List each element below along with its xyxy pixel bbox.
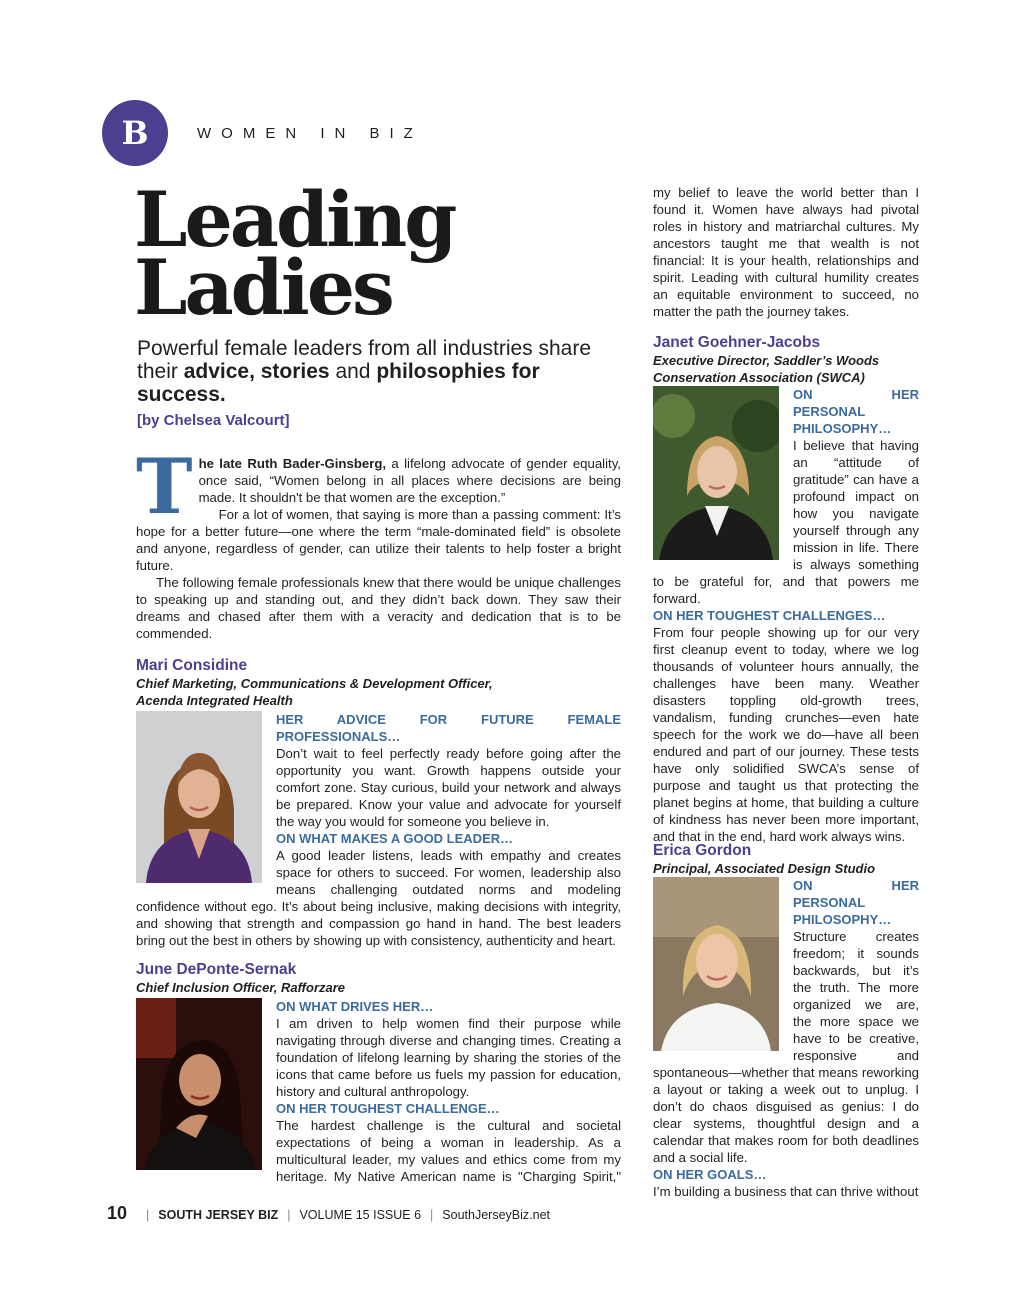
- footer-divider: |: [146, 1208, 150, 1222]
- page-footer: [107, 1203, 550, 1224]
- intro-lead: he late Ruth Bader-Ginsberg,: [198, 456, 387, 471]
- website-url: SouthJerseyBiz.net: [442, 1208, 550, 1222]
- photo-mari: [136, 711, 262, 883]
- profile-role-line-2: Conservation Association (SWCA): [653, 370, 865, 385]
- profile-name: June DePonte-Sernak: [136, 961, 297, 978]
- deck-text-1: Powerful female leaders from all industries share their: [137, 337, 592, 383]
- answer-text: Don’t wait to feel perfectly ready before going after the opportunity you want. Growth happens outside your comfort zone. Stay curious, build your network and always be prepared. Know your value and advocate for yourself the way you would for someone you believe in.: [276, 746, 621, 829]
- answer-text: From four people showing up for our very first cleanup event to today, where we log thousands of volunteer hours annually, the challenges have been many. Weather disasters toppling old-growth trees, vandalism, funding crunches—even hate speech for the work we do—have all been endured and part of our journey. These tests have only solidified SWCA’s sense of purpose and taught us that protecting the planet begins at home, that building a culture of kindness has never been more important, and that in the end, hard work always wins.: [653, 625, 919, 844]
- deck-bold-1: advice, stories: [183, 360, 330, 383]
- question-heading: ON HER TOUGHEST CHALLENGES…: [653, 608, 886, 623]
- answer-text: I’m building a business that can thrive without: [653, 1184, 919, 1199]
- profile-role-line-2: Acenda Integrated Health: [136, 693, 293, 708]
- answer-text: A good leader listens, leads with empathy and creates space for others to succeed. For women, leadership also means challenging outdated norms and modeling confidence without ego. It’s about being inclusive, making decisions with integrity, and showing that strength and compassion go hand in hand. The best leaders bring out the best in others by showing up with consistency, authenticity and heart.: [136, 848, 621, 948]
- profile-june: [136, 961, 621, 1185]
- magazine-name: SOUTH JERSEY BIZ: [158, 1208, 279, 1222]
- footer-divider: |: [430, 1208, 434, 1222]
- profile-role: Chief Inclusion Officer, Rafforzare: [136, 980, 346, 995]
- question-heading: ON WHAT DRIVES HER…: [276, 999, 434, 1014]
- issue-info: VOLUME 15 ISSUE 6: [299, 1208, 422, 1222]
- photo-june: [136, 998, 262, 1170]
- deck-text-2: and: [329, 360, 377, 383]
- intro-paragraph-1: [136, 442, 621, 531]
- question-heading: ON HER TOUGHEST CHALLENGE…: [276, 1101, 500, 1116]
- headline: [134, 175, 455, 332]
- section-title: WOMEN IN BIZ: [197, 125, 423, 142]
- portrait-image: [136, 711, 262, 883]
- deck: [137, 337, 617, 406]
- profile-role: Principal, Associated Design Studio: [653, 861, 876, 876]
- answer-text: I am driven to help women find their purpose while navigating through diverse and changing times. Creating a foundation of lifelong learning by sharing the stories of the icons that came before us fuels my passion for education, history and cultural anthropology.: [276, 1016, 621, 1099]
- intro-p1: a lifelong advocate of gender equality, once said, “Women belong in all places where decisions are being made. It shouldn't be that women are the exception.”: [198, 456, 621, 505]
- profile-role: Chief Marketing, Communications & Development Officer,: [136, 676, 493, 691]
- headline-line-2: Ladies: [134, 243, 392, 332]
- photo-erica: [653, 877, 779, 1051]
- answer-text: The hardest challenge is the cultural and societal expectations of being a woman in leadership. As a multicultural leader, my values and ethics come from my heritage. My Native American name is "Charging Spirit,": [276, 1118, 621, 1184]
- profile-name: Erica Gordon: [653, 842, 752, 859]
- profile-name: Mari Considine: [136, 657, 248, 674]
- portrait-image: [653, 877, 779, 1051]
- profile-janet: [653, 334, 919, 845]
- question-heading: ON HER PERSONAL PHILOSOPHY…: [793, 878, 919, 927]
- question-heading: ON WHAT MAKES A GOOD LEADER…: [276, 831, 514, 846]
- profile-mari: [136, 657, 621, 949]
- profile-name: Janet Goehner-Jacobs: [653, 334, 821, 351]
- byline: [by Chelsea Valcourt]: [137, 412, 290, 429]
- section-badge: B: [102, 100, 168, 166]
- intro: [136, 442, 621, 642]
- footer-divider: |: [287, 1208, 291, 1222]
- answer-text: I believe that having an “attitude of gratitude” can have a profound impact on how you navigate yourself through any mission in life. There is always something to be grateful for, and that powers me forward.: [653, 438, 919, 606]
- question-heading: ON HER PERSONAL PHILOSOPHY…: [793, 387, 919, 436]
- intro-paragraph-3: The following female professionals knew that there would be unique challenges to speaking up and standing out, and they didn’t back down. They saw their dreams and chased after them with a veracity and dedication that is to be commended.: [136, 575, 621, 641]
- profile-role: Executive Director, Saddler’s Woods: [653, 353, 880, 368]
- portrait-image: [136, 998, 262, 1170]
- question-heading: ON HER GOALS…: [653, 1167, 767, 1182]
- answer-text-continued: my belief to leave the world better than I found it. Women have always had pivotal roles in history and matriarchal cultures. My ancestors taught me that wealth is not financial: It is your health, relationships and spirit. Leading with cultural humility creates an equitable environment to succeed, no matter the path the journey takes.: [653, 185, 919, 319]
- portrait-image: [653, 386, 779, 560]
- intro-paragraph-2: For a lot of women, that saying is more than a passing comment: It’s hope for a better future—one where the term “male-dominated field” is obsolete and anyone, regardless of gender, can utilize their talents to help foster a bright future.: [136, 507, 621, 573]
- headline-line-1: Leading: [134, 175, 455, 264]
- answer-text: Structure creates freedom; it sounds backwards, but it’s the truth. The more organized we are, the more space we have to be creative, responsive and spontaneous—whether that means reworking a layout or taking a week out to unplug. I don’t do chaos disguised as genius: I do clear systems, thoughtful design and a calendar that makes room for both deadlines and a social life.: [653, 929, 919, 1165]
- deck-bold-2: philosophies for success.: [137, 360, 540, 406]
- page-number: 10: [107, 1203, 128, 1223]
- profile-erica: [653, 842, 919, 1200]
- dropcap: T: [136, 442, 193, 531]
- question-heading: HER ADVICE FOR FUTURE FEMALE PROFESSIONALS…: [276, 712, 621, 744]
- photo-janet: [653, 386, 779, 560]
- june-continued: [653, 184, 919, 320]
